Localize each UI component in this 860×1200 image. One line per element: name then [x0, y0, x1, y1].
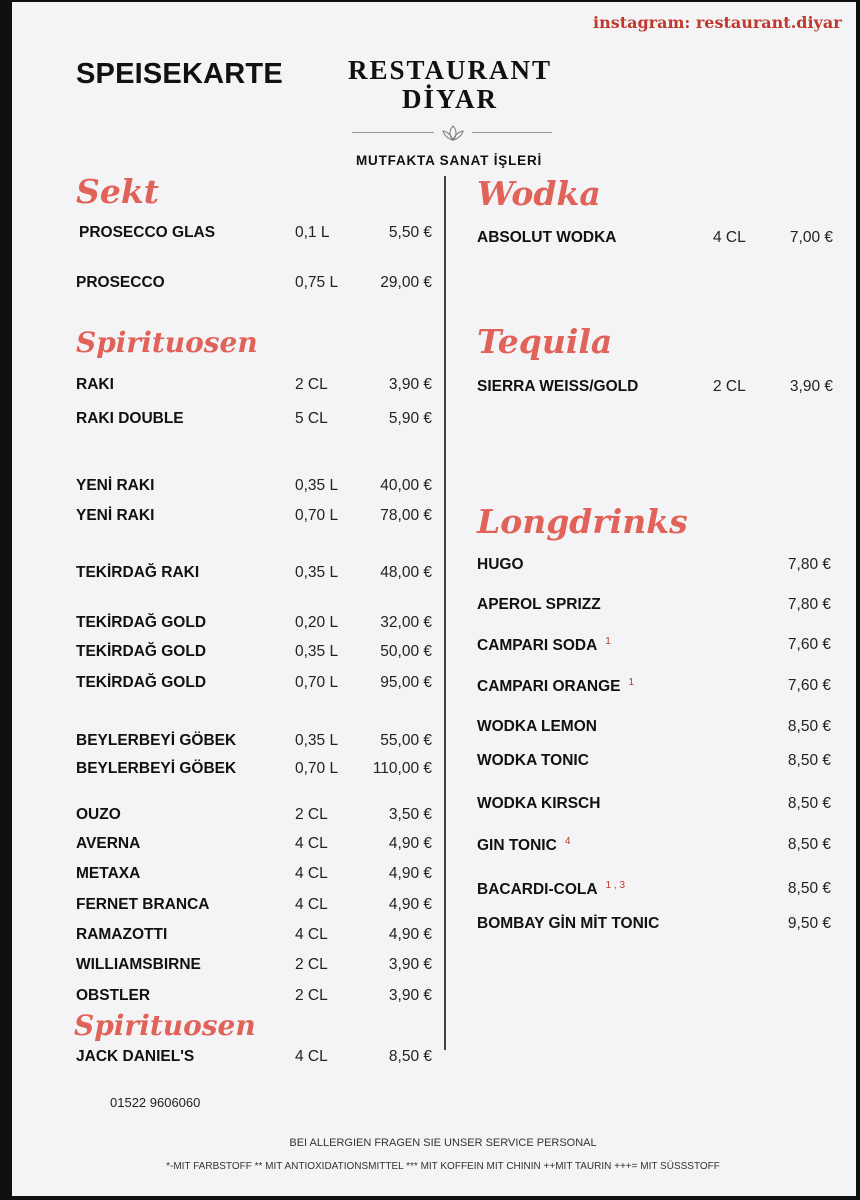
heading-tequila: Tequila [477, 322, 613, 361]
item-name-text: RAKI [76, 376, 114, 393]
item-price: 40,00 € [380, 477, 432, 494]
item-name [477, 677, 634, 696]
item-name [76, 956, 201, 974]
item-name-text: OBSTLER [76, 987, 151, 1004]
item-price: 3,50 € [388, 806, 432, 823]
item-name [477, 229, 617, 247]
item-name [76, 835, 140, 853]
item-name [76, 564, 199, 582]
item-price: 32,00 € [380, 614, 432, 631]
item-price: 7,00 € [789, 229, 833, 246]
item-name-text: HUGO [477, 556, 524, 573]
item-name [76, 806, 121, 824]
item-name [477, 718, 597, 736]
item-name [76, 614, 206, 632]
additives-legend: *-MIT FARBSTOFF ** MIT ANTIOXIDATIONSMITTEL *** MIT KOFFEIN MIT CHININ ++MIT TAURIN +++= MIT SÜSSSTOFF [166, 1161, 720, 1172]
item-price: 5,50 € [388, 224, 432, 241]
item-volume: 2 CL [713, 378, 746, 395]
item-name [477, 915, 659, 933]
item-name [76, 274, 165, 292]
item-name [477, 880, 625, 899]
item-price: 7,60 € [787, 636, 831, 653]
item-name-text: TEKİRDAĞ GOLD [76, 643, 207, 660]
allergen-code: 1 [605, 636, 611, 647]
item-price: 8,50 € [787, 795, 831, 812]
heading-longdrinks: Longdrinks [477, 502, 688, 541]
item-volume: 0,70 L [295, 674, 339, 691]
item-name-text: JACK DANIEL'S [76, 1048, 195, 1065]
item-price: 8,50 € [787, 752, 831, 769]
item-volume: 4 CL [295, 926, 328, 943]
item-name [477, 636, 611, 655]
item-volume: 0,70 L [295, 507, 339, 524]
item-volume: 2 CL [295, 376, 328, 393]
item-name-text: BOMBAY GİN MİT TONIC [477, 915, 660, 932]
item-name-text: YENİ RAKI [76, 507, 155, 524]
item-volume: 4 CL [295, 865, 328, 882]
item-price: 78,00 € [380, 507, 432, 524]
heading-spirituosen-2: Spirituosen [74, 1009, 256, 1042]
item-volume: 0,75 L [295, 274, 339, 291]
instagram-handle[interactable]: instagram: restaurant.diyar [593, 13, 842, 32]
item-price: 3,90 € [388, 956, 432, 973]
item-name [76, 507, 154, 525]
item-name-text: TEKİRDAĞ GOLD [76, 614, 207, 631]
item-name [76, 643, 206, 661]
item-price: 48,00 € [380, 564, 432, 581]
item-price: 95,00 € [380, 674, 432, 691]
item-name [477, 556, 524, 574]
item-name-text: RAMAZOTTI [76, 926, 168, 943]
item-name-text: CAMPARI SODA [477, 637, 598, 655]
item-name-text: BEYLERBEYİ GÖBEK [76, 760, 237, 777]
item-name-text: WODKA TONIC [477, 752, 589, 769]
item-name-text: METAXA [76, 865, 141, 882]
item-name [76, 926, 167, 944]
item-price: 110,00 € [372, 760, 432, 777]
logo-rule-left [352, 132, 434, 133]
item-volume: 4 CL [295, 835, 328, 852]
page-title: SPEISEKARTE [76, 58, 283, 90]
item-name [76, 410, 184, 428]
allergen-code: 1 [628, 677, 635, 688]
item-name [477, 378, 638, 396]
item-name [477, 752, 589, 770]
item-price: 3,90 € [388, 376, 432, 393]
item-price: 4,90 € [388, 865, 432, 882]
heading-sekt: Sekt [76, 172, 159, 211]
item-name-text: RAKI DOUBLE [76, 410, 184, 427]
item-price: 5,90 € [388, 410, 432, 427]
item-name-text: GIN TONIC [477, 837, 557, 855]
item-name [76, 896, 209, 914]
item-name [76, 1048, 194, 1066]
item-price: 8,50 € [388, 1048, 432, 1065]
item-volume: 2 CL [295, 806, 328, 823]
item-volume: 0,70 L [295, 760, 339, 777]
item-name-text: FERNET BRANCA [76, 896, 210, 913]
item-volume: 0,35 L [295, 732, 339, 749]
item-name-text: SIERRA WEISS/GOLD [477, 378, 639, 395]
item-price: 4,90 € [388, 835, 432, 852]
lotus-icon [440, 124, 466, 142]
phone-number[interactable]: 01522 9606060 [110, 1095, 201, 1110]
heading-spirituosen: Spirituosen [76, 326, 258, 359]
item-price: 8,50 € [787, 836, 831, 853]
item-name [76, 477, 154, 495]
item-volume: 0,35 L [295, 564, 339, 581]
allergen-code: 1 , 3 [605, 880, 626, 891]
column-divider [444, 176, 446, 1050]
item-name [79, 224, 215, 242]
item-price: 29,00 € [380, 274, 432, 291]
item-name-text: BEYLERBEYİ GÖBEK [76, 732, 237, 749]
item-price: 7,80 € [787, 596, 831, 613]
slogan: MUTFAKTA SANAT İŞLERİ [356, 153, 543, 168]
item-volume: 0,35 L [295, 477, 339, 494]
item-name-text: BACARDI-COLA [477, 881, 598, 899]
item-volume: 4 CL [713, 229, 746, 246]
item-price: 3,90 € [388, 987, 432, 1004]
item-name-text: OUZO [76, 806, 121, 823]
item-price: 50,00 € [380, 643, 432, 660]
item-price: 4,90 € [388, 896, 432, 913]
item-volume: 0,35 L [295, 643, 339, 660]
item-price: 55,00 € [380, 732, 432, 749]
item-volume: 4 CL [295, 1048, 328, 1065]
allergen-code: 4 [564, 836, 571, 847]
item-price: 7,60 € [787, 677, 831, 694]
item-name [76, 760, 236, 778]
item-name [76, 732, 236, 750]
item-name-text: APEROL SPRIZZ [477, 596, 601, 613]
logo-rule-right [472, 132, 552, 133]
item-name-text: AVERNA [76, 835, 141, 852]
item-name-text: PROSECCO [76, 274, 165, 291]
logo-restaurant: RESTAURANT [347, 55, 553, 85]
item-name [76, 674, 206, 692]
item-name-text: WODKA LEMON [477, 718, 597, 735]
item-price: 8,50 € [787, 718, 831, 735]
item-volume: 0,1 L [295, 224, 330, 241]
item-name [477, 795, 600, 813]
item-price: 7,80 € [787, 556, 831, 573]
item-price: 3,90 € [789, 378, 833, 395]
item-name-text: WODKA KIRSCH [477, 795, 601, 812]
item-name [477, 836, 570, 855]
heading-wodka: Wodka [477, 174, 601, 213]
item-name-text: CAMPARI ORANGE [477, 678, 621, 696]
item-volume: 0,20 L [295, 614, 339, 631]
item-name [76, 987, 150, 1005]
logo-diyar: DİYAR [401, 84, 499, 114]
allergen-note: BEI ALLERGIEN FRAGEN SIE UNSER SERVICE PERSONAL [289, 1137, 597, 1149]
item-name-text: TEKİRDAĞ GOLD [76, 674, 207, 691]
item-price: 4,90 € [388, 926, 432, 943]
item-name-text: YENİ RAKI [76, 477, 155, 494]
item-name [477, 596, 601, 614]
item-volume: 2 CL [295, 956, 328, 973]
item-name [76, 376, 114, 394]
item-name-text: PROSECCO GLAS [79, 224, 216, 241]
item-volume: 2 CL [295, 987, 328, 1004]
item-name-text: ABSOLUT WODKA [477, 229, 617, 246]
item-name-text: TEKİRDAĞ RAKI [76, 564, 200, 581]
item-volume: 5 CL [295, 410, 328, 427]
item-price: 8,50 € [787, 880, 831, 897]
item-name [76, 865, 140, 883]
item-name-text: WILLIAMSBIRNE [76, 956, 201, 973]
item-price: 9,50 € [787, 915, 831, 932]
item-volume: 4 CL [295, 896, 328, 913]
